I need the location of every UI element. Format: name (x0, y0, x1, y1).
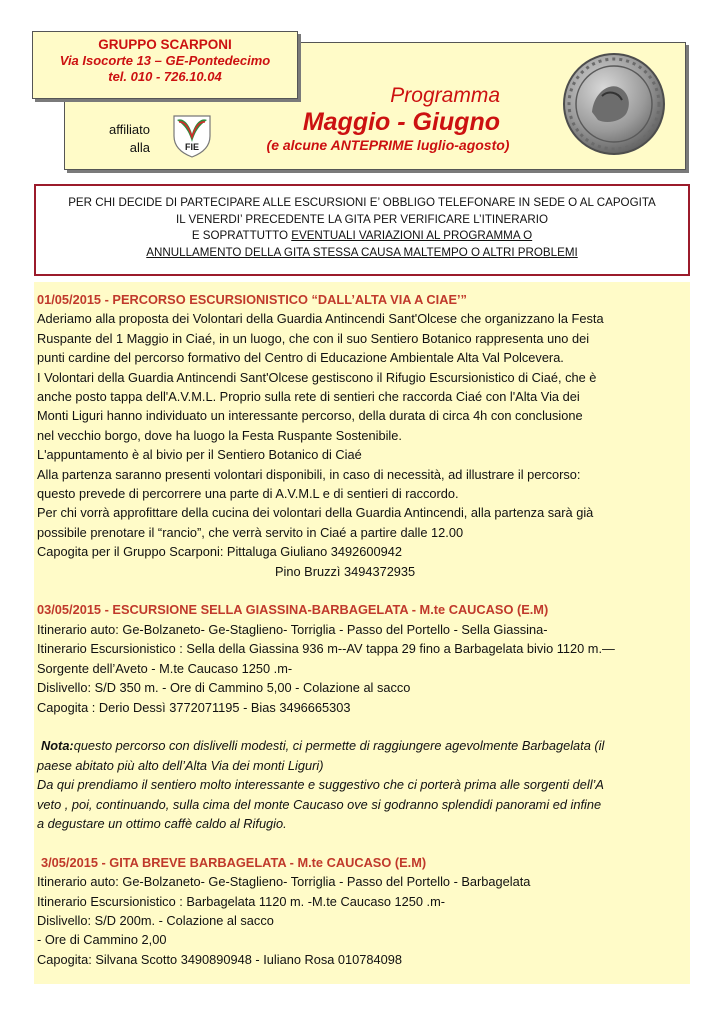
event-2-note (37, 736, 690, 755)
event-1-title: 01/05/2015 - PERCORSO ESCURSIONISTICO “DALL’ALTA VIA A CIAE’” (37, 292, 467, 307)
organization-box (32, 31, 298, 99)
program-content (34, 282, 690, 984)
fie-logo-text: FIE (184, 142, 200, 152)
event-2-note-line: paese abitato più alto dell’Alta Via dei monti Liguri) (37, 757, 324, 773)
event-2-line: Sorgente dell’Aveto - M.te Caucaso 1250 .m- (37, 660, 293, 676)
event-2-line: Dislivello: S/D 350 m. - Ore di Cammino 5,00 - Colazione al sacco (37, 680, 411, 696)
notice-line-3-plain: E SOPRATTUTTO (191, 229, 292, 242)
event-2-line: Capogita : Derio Dessì 3772071195 - Bias 3496665303 (37, 699, 351, 715)
event-1-line: nel vecchio borgo, dove ha luogo la Festa Ruspante Sostenibile. (37, 427, 402, 443)
medal-emblem-icon (562, 52, 666, 156)
event-1-line: questo prevede di percorrere una parte di A.V.M.L e di sentieri di raccordo. (37, 486, 459, 502)
event-1-line: I Volontari della Guardia Antincendi Sant'Olcese gestiscono il Rifugio Escursionistico di Ciaé, che è (37, 369, 597, 385)
event-1-line: possibile prenotare il “rancio”, che verrà servito in Ciaé a partire dalle 12.00 (37, 524, 464, 540)
event-3-line: - Ore di Cammino 2,00 (37, 932, 167, 948)
spacer (37, 833, 690, 852)
notice-line-1: PER CHI DECIDE DI PARTECIPARE ALLE ESCURSIONI E’ OBBLIGO TELEFONARE IN SEDE O AL CAPOGITA (68, 196, 656, 209)
notice-line-4: ANNULLAMENTO DELLA GITA STESSA CAUSA MALTEMPO O ALTRI PROBLEMI (146, 245, 578, 259)
event-1-line: Alla partenza saranno presenti volontari disponibili, in caso di necessità, ad illustrare il percorso: (37, 466, 581, 482)
fie-logo-icon (168, 112, 216, 158)
title-programma: Programma (390, 84, 500, 107)
event-3-line: Dislivello: S/D 200m. - Colazione al sacco (37, 912, 274, 928)
spacer (37, 581, 690, 600)
alla-text: alla (129, 140, 150, 155)
title-months: Maggio - Giugno (302, 108, 500, 136)
event-1-line: Aderiamo alla proposta dei Volontari della Guardia Antincendi Sant'Olcese che organizzano la Festa (37, 311, 604, 327)
notice-line-3 (36, 228, 688, 245)
spacer (37, 717, 690, 736)
event-3-title: 3/05/2015 - GITA BREVE BARBAGELATA - M.te CAUCASO (E.M) (41, 854, 427, 870)
event-2-note-line: a degustare un ottimo caffè caldo al Rifugio. (37, 815, 287, 831)
event-1-line: Ruspante del 1 Maggio in Ciaé, in un luogo, che con il suo Sentiero Botanico rappresenta uno dei (37, 330, 590, 346)
event-1-capogita: Capogita per il Gruppo Scarponi: Pittaluga Giuliano 3492600942 (37, 544, 402, 560)
event-2-title: 03/05/2015 - ESCURSIONE SELLA GIASSINA-BARBAGELATA - M.te CAUCASO (E.M) (37, 602, 549, 618)
event-1-line: punti cardine del percorso formativo del Centro di Educazione Ambientale Alta Val Polcevera. (37, 350, 564, 366)
event-3-capogita: Capogita: Silvana Scotto 3490890948 - Iuliano Rosa 010784098 (37, 951, 402, 967)
event-2-note-text: questo percorso con dislivelli modesti, ci permette di raggiungere agevolmente Barbagelata (il (73, 738, 605, 754)
event-2-note-label: Nota: (41, 738, 74, 754)
org-address: Via Isocorte 13 – GE-Pontedecimo (59, 53, 271, 68)
event-2-note-line: Da qui prendiamo il sentiero molto interessante e suggestivo che ci porterà prima alle sorgenti dell’A (37, 777, 604, 793)
notice-box (34, 184, 690, 276)
event-1-line: Per chi vorrà approfittare della cucina dei volontari della Guardia Antincendi, alla partenza sarà già (37, 505, 594, 521)
event-1-line: anche posto tappa dell'A.V.M.L. Proprio sulla rete di sentieri che raccorda Ciaé con l'Alta Via dei (37, 389, 580, 405)
event-2-line: Itinerario auto: Ge-Bolzaneto- Ge-Staglieno- Torriglia - Passo del Portello - Sella Giassina- (37, 621, 548, 637)
org-name: GRUPPO SCARPONI (98, 37, 232, 52)
affiliation-label (90, 121, 150, 157)
event-3-line: Itinerario auto: Ge-Bolzaneto- Ge-Staglieno- Torriglia - Passo del Portello - Barbagelata (37, 874, 531, 890)
event-1-line: Monti Liguri hanno individuato un interessante percorso, della durata di circa 4h con conclusione (37, 408, 583, 424)
org-phone: tel. 010 - 726.10.04 (108, 69, 222, 84)
event-2-line: Itinerario Escursionistico : Sella della Giassina 936 m--AV tappa 29 fino a Barbagelata bivio 1120 m.— (37, 641, 615, 657)
notice-line-2: IL VENERDI’ PRECEDENTE LA GITA PER VERIFICARE L’ITINERARIO (176, 212, 548, 226)
notice-line-3-underlined: EVENTUALI VARIAZIONI AL PROGRAMMA O (291, 229, 533, 242)
event-1-line: L'appuntamento è al bivio per il Sentiero Botanico di Ciaé (37, 447, 362, 463)
event-1-capogita-2: Pino Bruzzì 3494372935 (275, 563, 416, 579)
event-3-line: Itinerario Escursionistico : Barbagelata 1120 m. -M.te Caucaso 1250 .m- (37, 893, 446, 909)
event-2-note-line: veto , poi, continuando, sulla cima del monte Caucaso ove si godranno splendidi panorami ed infine (37, 796, 602, 812)
title-subtitle: (e alcune ANTEPRIME luglio-agosto) (266, 137, 510, 153)
affiliato-text: affiliato (109, 122, 150, 137)
